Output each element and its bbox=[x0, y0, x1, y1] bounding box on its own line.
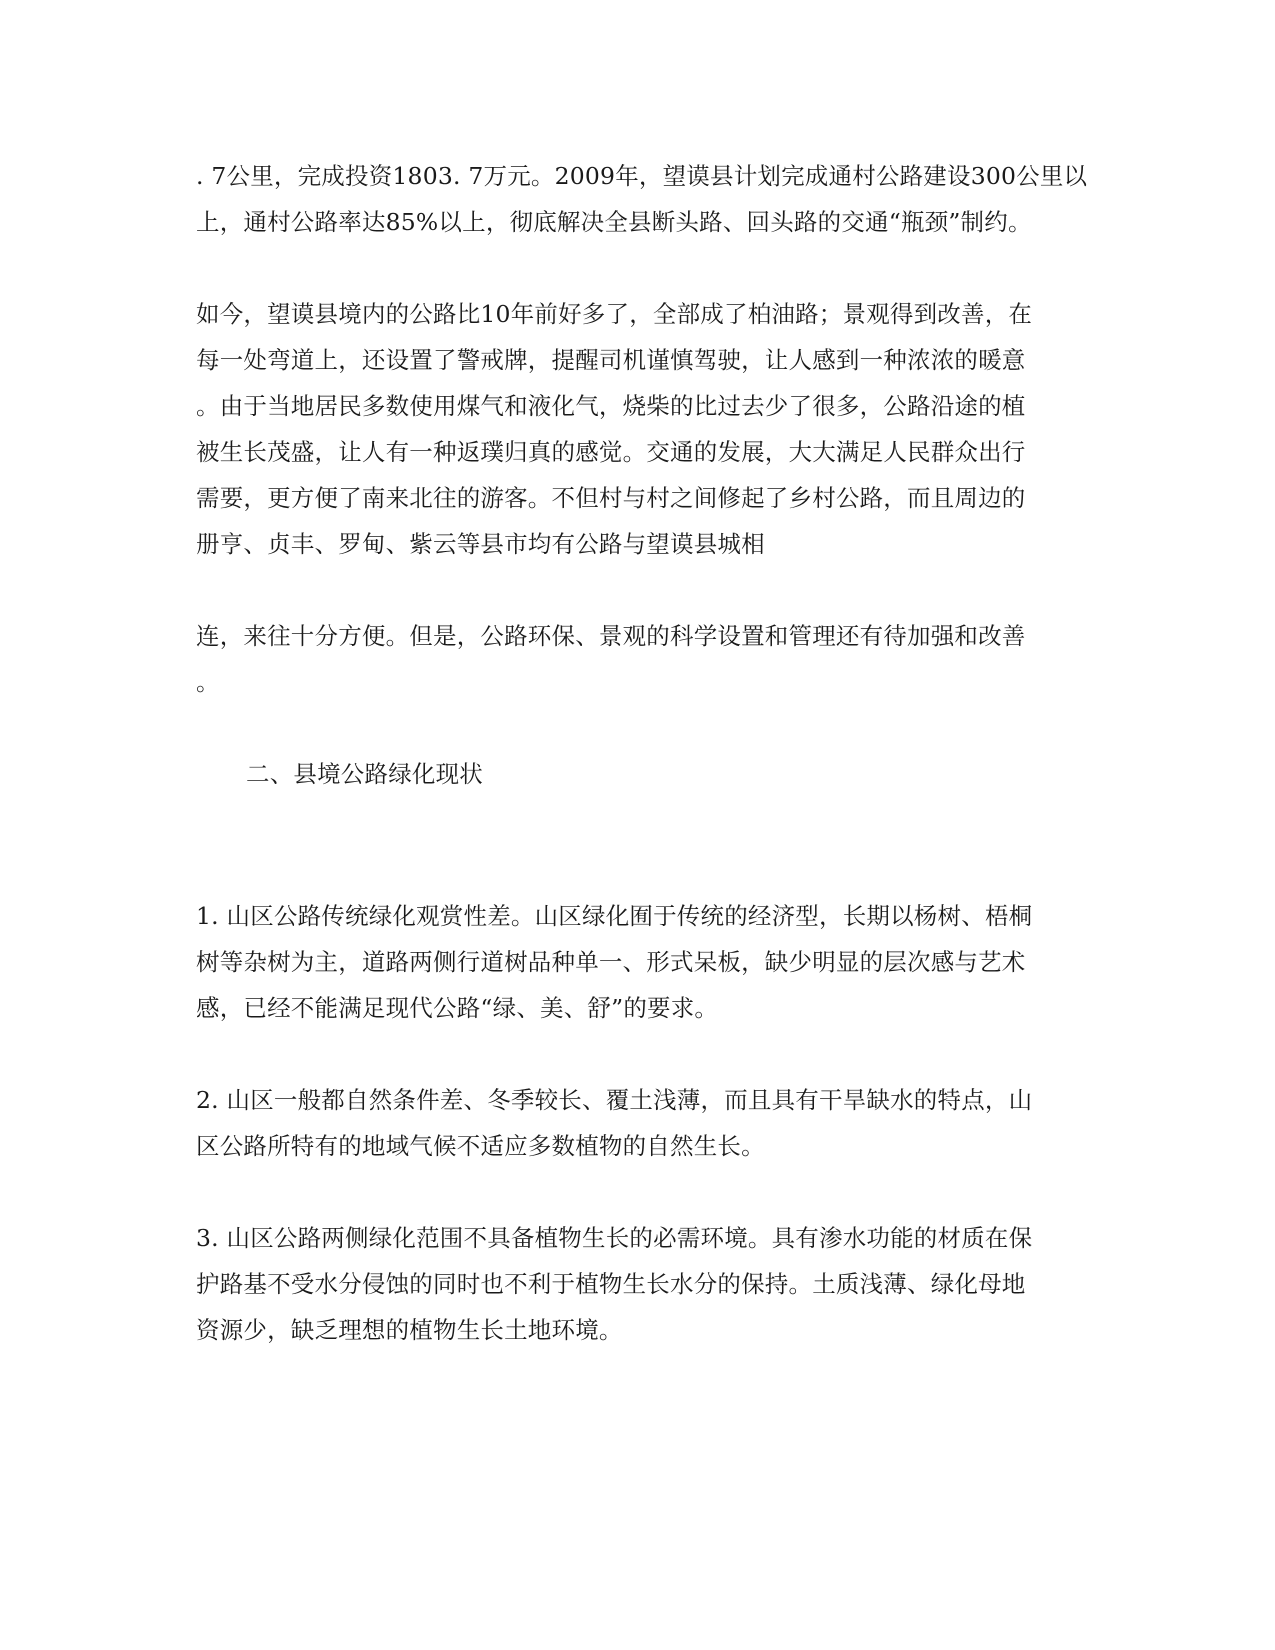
paragraph-3-line-1: 连，来往十分方便。但是，公路环保、景观的科学设置和管理还有待加强和改善 bbox=[196, 622, 1026, 650]
paragraph-1-line-2: 上，通村公路率达85%以上，彻底解决全县断头路、回头路的交通“瓶颈”制约。 bbox=[196, 208, 1032, 236]
paragraph-2-line-4: 被生长茂盛，让人有一种返璞归真的感觉。交通的发展，大大满足人民群众出行 bbox=[196, 438, 1026, 466]
section-heading: 二、县境公路绿化现状 bbox=[246, 760, 483, 788]
paragraph-3-line-2: 。 bbox=[196, 668, 220, 696]
paragraph-2-line-6: 册亨、贞丰、罗甸、紫云等县市均有公路与望谟县城相 bbox=[196, 530, 765, 558]
paragraph-2-line-1: 如今，望谟县境内的公路比10年前好多了，全部成了柏油路；景观得到改善，在 bbox=[196, 300, 1033, 328]
paragraph-2-line-2: 每一处弯道上，还设置了警戒牌，提醒司机谨慎驾驶，让人感到一种浓浓的暖意 bbox=[196, 346, 1026, 374]
item-3-line-2: 护路基不受水分侵蚀的同时也不利于植物生长水分的保持。土质浅薄、绿化母地 bbox=[196, 1270, 1026, 1298]
item-2-line-2: 区公路所特有的地域气候不适应多数植物的自然生长。 bbox=[196, 1132, 765, 1160]
item-1-line-2: 树等杂树为主，道路两侧行道树品种单一、形式呆板，缺少明显的层次感与艺术 bbox=[196, 948, 1026, 976]
item-1-line-1: 1. 山区公路传统绿化观赏性差。山区绿化囿于传统的经济型，长期以杨树、梧桐 bbox=[196, 902, 1033, 930]
item-2-line-1: 2. 山区一般都自然条件差、冬季较长、覆土浅薄，而且具有干旱缺水的特点，山 bbox=[196, 1086, 1033, 1114]
item-3-line-3: 资源少，缺乏理想的植物生长土地环境。 bbox=[196, 1316, 623, 1344]
paragraph-1-line-1: . 7公里，完成投资1803. 7万元。2009年，望谟县计划完成通村公路建设300公里以 bbox=[196, 162, 1088, 190]
item-1-line-3: 感，已经不能满足现代公路“绿、美、舒”的要求。 bbox=[196, 994, 719, 1022]
paragraph-2-line-3: 。由于当地居民多数使用煤气和液化气，烧柴的比过去少了很多，公路沿途的植 bbox=[196, 392, 1026, 420]
paragraph-2-line-5: 需要，更方便了南来北往的游客。不但村与村之间修起了乡村公路，而且周边的 bbox=[196, 484, 1026, 512]
item-3-line-1: 3. 山区公路两侧绿化范围不具备植物生长的必需环境。具有渗水功能的材质在保 bbox=[196, 1224, 1033, 1252]
